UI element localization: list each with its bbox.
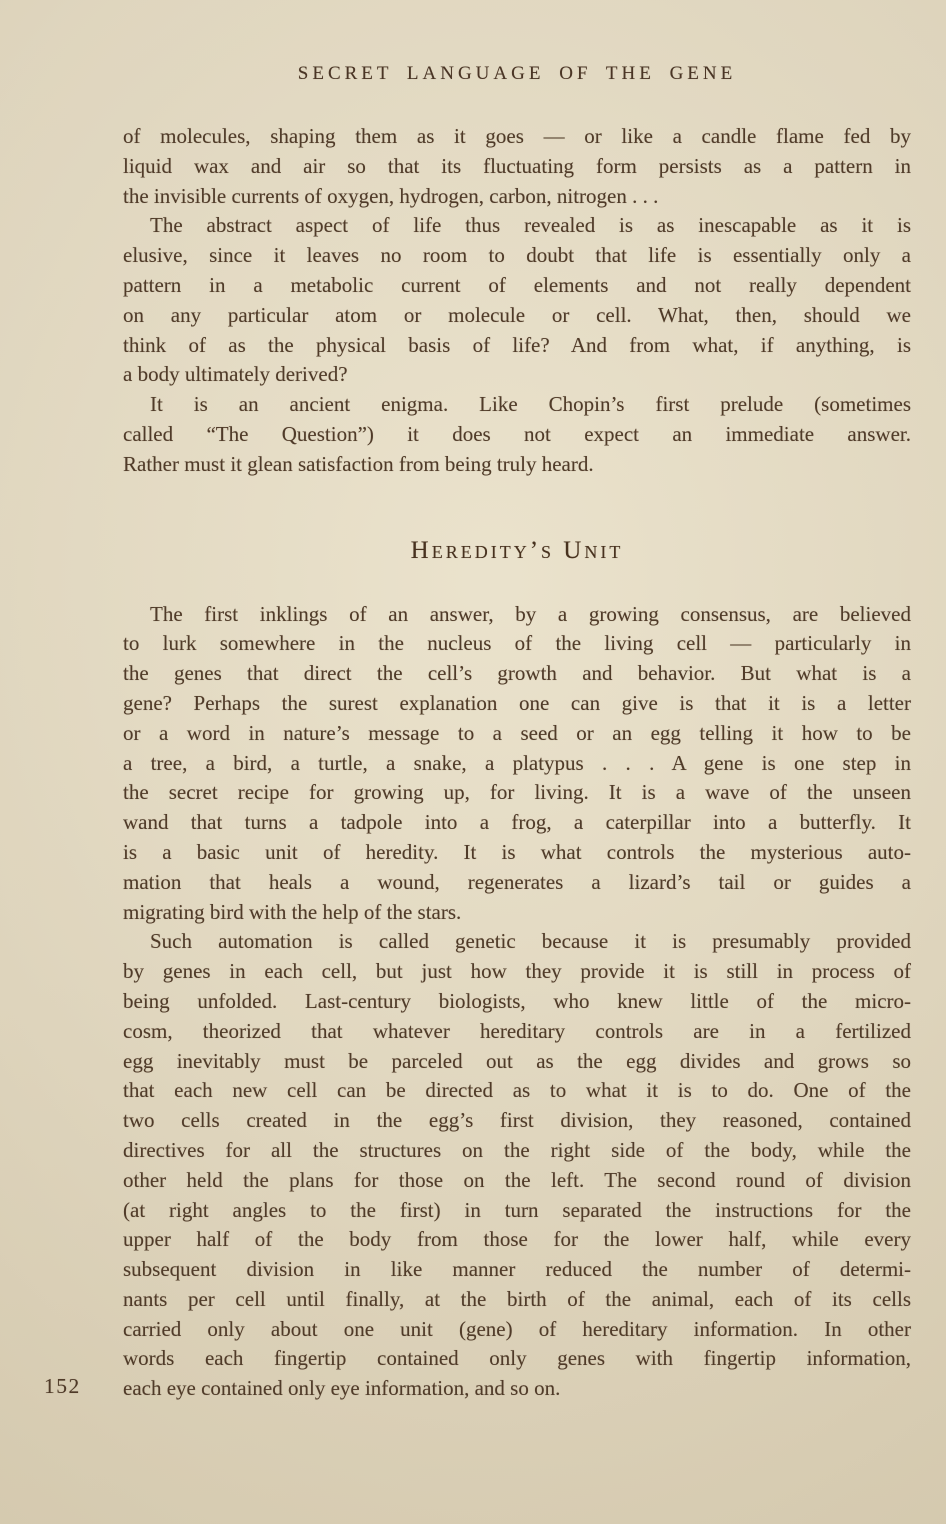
text-line: carried only about one unit (gene) of hereditary information. In other <box>123 1316 911 1341</box>
page-number: 152 <box>44 1374 81 1398</box>
paragraph-continued <box>123 122 911 211</box>
text-line: the genes that direct the cell’s growth and behavior. But what is a <box>123 661 911 686</box>
text-line: mation that heals a wound, regenerates a lizard’s tail or guides a <box>123 869 911 894</box>
text-line: migrating bird with the help of the stars. <box>123 899 462 924</box>
paragraph <box>123 927 911 1404</box>
text-line: upper half of the body from those for the lower half, while every <box>123 1227 911 1252</box>
text-line: egg inevitably must be parceled out as the egg divides and grows so <box>123 1048 911 1073</box>
text-line: to lurk somewhere in the nucleus of the living cell — particularly in <box>123 631 911 656</box>
text-line: the invisible currents of oxygen, hydrogen, carbon, nitrogen . . . <box>123 183 659 208</box>
text-line: gene? Perhaps the surest explanation one can give is that it is a letter <box>123 690 911 715</box>
text-line: or a word in nature’s message to a seed or an egg telling it how to be <box>123 720 911 745</box>
text-line: being unfolded. Last-century biologists, who knew little of the micro- <box>123 988 911 1013</box>
text-line: nants per cell until finally, at the birth of the animal, each of its cells <box>123 1286 911 1311</box>
text-line: It is an ancient enigma. Like Chopin’s first prelude (sometimes <box>150 392 911 417</box>
text-line: think of as the physical basis of life? And from what, if anything, is <box>123 332 911 357</box>
text-line: The first inklings of an answer, by a growing consensus, are believed <box>150 601 911 626</box>
text-line: pattern in a metabolic current of elements and not really dependent <box>123 272 911 297</box>
text-line: two cells created in the egg’s first division, they reasoned, contained <box>123 1108 911 1133</box>
text-column <box>123 122 911 1404</box>
text-line: on any particular atom or molecule or cell. What, then, should we <box>123 302 911 327</box>
text-line: directives for all the structures on the right side of the body, while the <box>123 1137 911 1162</box>
text-line: of molecules, shaping them as it goes — or like a candle flame fed by <box>123 124 911 148</box>
paragraph <box>123 600 911 928</box>
text-line: elusive, since it leaves no room to doubt that life is essentially only a <box>123 243 911 268</box>
text-line: wand that turns a tadpole into a frog, a caterpillar into a butterfly. It <box>123 810 911 835</box>
section-heading: Heredity’s Unit <box>410 536 624 564</box>
text-line: words each fingertip contained only genes with fingertip information, <box>123 1346 911 1371</box>
text-line: subsequent division in like manner reduced the number of determi- <box>123 1257 911 1282</box>
text-line: is a basic unit of heredity. It is what controls the mysterious auto- <box>123 839 911 864</box>
text-line: the secret recipe for growing up, for living. It is a wave of the unseen <box>123 780 911 805</box>
text-line: other held the plans for those on the left. The second round of division <box>123 1167 911 1192</box>
text-line: a body ultimately derived? <box>123 362 348 387</box>
text-line: a tree, a bird, a turtle, a snake, a platypus . . . A gene is one step in <box>123 750 911 775</box>
text-line: called “The Question”) it does not expect an immediate answer. <box>123 421 911 446</box>
text-line: that each new cell can be directed as to what it is to do. One of the <box>123 1078 911 1103</box>
paragraph <box>123 390 911 479</box>
paragraph <box>123 211 911 390</box>
text-line: The abstract aspect of life thus revealed is as inescapable as it is <box>150 213 911 238</box>
running-head: SECRET LANGUAGE OF THE GENE <box>297 63 737 84</box>
text-line: cosm, theorized that whatever hereditary controls are in a fertilized <box>123 1018 911 1043</box>
text-line: liquid wax and air so that its fluctuating form persists as a pattern in <box>123 153 911 178</box>
text-line: Rather must it glean satisfaction from being truly heard. <box>123 451 594 476</box>
text-line: (at right angles to the first) in turn separated the instructions for the <box>123 1197 911 1222</box>
text-line: each eye contained only eye information, and so on. <box>123 1376 561 1401</box>
text-line: Such automation is called genetic because it is presumably provided <box>150 929 911 954</box>
text-line: by genes in each cell, but just how they provide it is still in process of <box>123 959 911 984</box>
